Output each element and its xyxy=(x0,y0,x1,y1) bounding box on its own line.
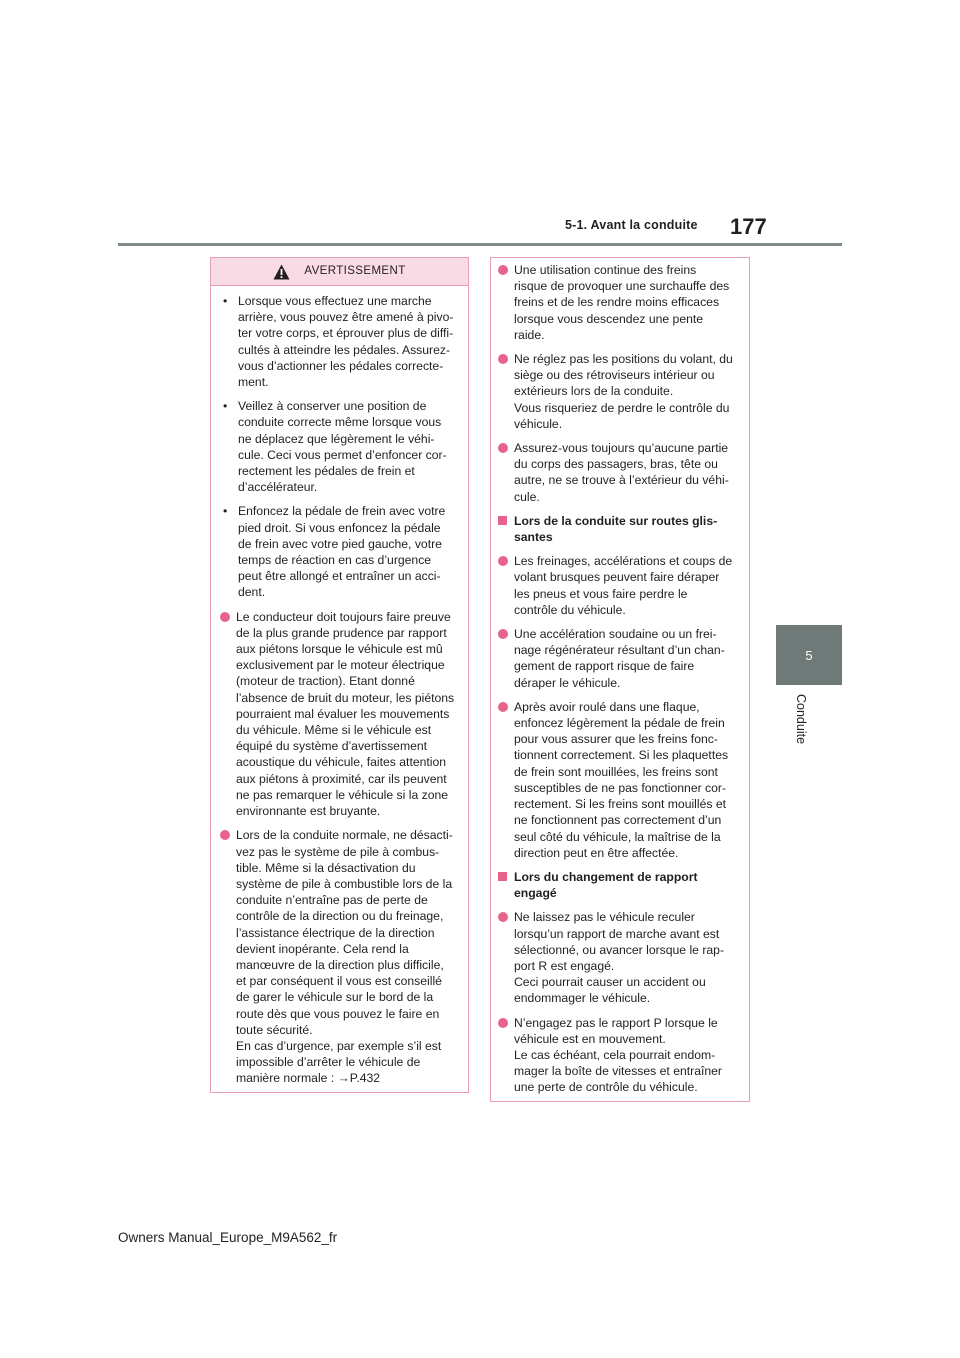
circle-bullet-icon xyxy=(498,265,508,275)
chapter-label: Conduite xyxy=(794,694,808,745)
list-item xyxy=(498,699,738,861)
square-bullet-icon xyxy=(498,872,507,881)
circle-bullet-icon xyxy=(498,556,508,566)
item-text: N’engagez pas le rapport P lorsque le véhicule est en mouvement. Le cas échéant, cela pourrait endom- mager la boîte de vitesses et entraîner une perte de contrôle du véhicule. xyxy=(514,1015,722,1095)
item-text: Les freinages, accélérations et coups de volant brusques peuvent faire déraper les pneus et vous faire perdre le contrôle du véhicule. xyxy=(514,554,733,617)
warning-header xyxy=(211,258,468,286)
item-text: Le conducteur doit toujours faire preuve de la plus grande prudence par rapport aux piétons lorsque le véhicule est mû exclusivement par le moteur électrique (moteur de traction). Etant donné l’absence de bruit du moteur, les piétons pourraient mal évaluer les mouvements du véhicule. Même si le véhicule est équipé du système d’avertissement acoustique du véhicule, faites attention aux piétons à proximité, car ils peuvent ne pas remarquer le véhicule si la zone environnante est bruyante. xyxy=(236,609,455,819)
warning-title: AVERTISSEMENT xyxy=(304,265,406,278)
item-text: Une utilisation continue des freins risque de provoquer une surchauffe des freins et de les rendre moins efficaces lorsque vous descendez une pente raide. xyxy=(514,263,730,342)
list-item xyxy=(220,827,457,1086)
list-item xyxy=(498,262,738,343)
bullet-dot-icon: • xyxy=(223,294,228,308)
circle-bullet-icon xyxy=(498,1018,508,1028)
header-divider xyxy=(118,243,842,246)
warning-content xyxy=(211,286,468,1087)
circle-bullet-icon xyxy=(220,612,230,622)
list-item xyxy=(498,626,738,691)
page-number: 177 xyxy=(730,214,767,239)
item-text: Ne laissez pas le véhicule reculer lorsqu’un rapport de marche avant est sélectionné, ou avancer lorsque le rap- port R est engagé. Ceci pourrait causer un accident ou endommager le véhicule. xyxy=(514,910,725,1006)
warning-triangle-icon xyxy=(273,264,290,280)
circle-bullet-icon xyxy=(498,443,508,453)
item-text: Lors de la conduite normale, ne désacti- vez pas le système de pile à combus- tible. Même si la désactivation du système de pile à combustible lors de la conduite n’entraîne pas de perte de contrôle de la direction ou du freinage, l’assistance électrique de la direction devient inopérante. Cela rend la manœuvre de la direction plus difficile, et par conséquent il vous est conseillé de garer le véhicule sur le bord de la route dès que vous pouvez le faire en toute sécurité. En cas d’urgence, par exemple s’il est impossible d’arrêter le véhicule de manière normale : →P.432 xyxy=(236,828,453,1086)
subheading xyxy=(498,513,738,545)
square-bullet-icon xyxy=(498,516,507,525)
circle-bullet-icon xyxy=(498,629,508,639)
list-item xyxy=(498,909,738,1006)
circle-bullet-icon xyxy=(498,354,508,364)
warning-box xyxy=(210,257,469,1093)
bullet-text: Lorsque vous effectuez une marche arrière, vous pouvez être amené à pivo- ter votre corps, et éprouver plus de diffi- cultés à atteindre les pédales. Assurez- vous d’actionner les pédales correcte- ment. xyxy=(238,294,454,390)
item-text: Ne réglez pas les positions du volant, du siège ou des rétroviseurs intérieur ou extérieurs lors de la conduite. Vous risqueriez de perdre le contrôle du véhicule. xyxy=(514,352,733,431)
subheading-slippery-roads: Lors de la conduite sur routes glis- santes xyxy=(514,513,718,545)
footer-document-id: Owners Manual_Europe_M9A562_fr xyxy=(118,1230,338,1245)
item-text: Après avoir roulé dans une flaque, enfoncez légèrement la pédale de frein pour vous assurer que les freins fonc- tionnent correctement. Si les plaquettes de frein sont mouillées, les freins sont susceptibles de ne pas fonctionner cor- rectement. Si les freins sont mouillés et ne fonctionnent pas correctement d’un seul côté du véhicule, la maîtrise de la direction peut en être affectée. xyxy=(514,699,729,860)
warning-content-continued xyxy=(491,258,749,1096)
list-item xyxy=(498,553,738,618)
circle-bullet-icon xyxy=(498,912,508,922)
list-item xyxy=(220,293,457,390)
bullet-text: Enfoncez la pédale de frein avec votre pied droit. Si vous enfoncez la pédale de frein avec votre pied gauche, votre temps de réaction en cas d’urgence peut être allongé et entraîner un acci- dent. xyxy=(238,504,446,600)
subheading-gear-change: Lors du changement de rapport engagé xyxy=(514,869,698,901)
item-text: Une accélération soudaine ou un frei- nage régénérateur résultant d’un chan- gement de rapport risque de faire déraper le véhicule. xyxy=(514,627,725,690)
chapter-tab xyxy=(776,625,842,685)
list-item xyxy=(220,609,457,820)
list-item xyxy=(498,1015,738,1096)
bullet-dot-icon: • xyxy=(223,504,228,519)
chapter-number: 5 xyxy=(805,647,813,663)
circle-bullet-icon xyxy=(498,702,508,712)
list-item xyxy=(498,440,738,505)
list-item xyxy=(220,398,457,495)
list-item xyxy=(498,351,738,432)
bullet-text: Veillez à conserver une position de conduite correcte même lorsque vous ne déplacez que légèrement le véhi- cule. Ceci vous permet d’enfoncer cor- rectement les pédales de frein et d’accélérateur. xyxy=(238,399,447,495)
list-item xyxy=(220,503,457,600)
bullet-dot-icon: • xyxy=(223,399,228,414)
section-title: 5-1. Avant la conduite xyxy=(565,218,698,232)
item-text: Assurez-vous toujours qu’aucune partie du corps des passagers, bras, tête ou autre, ne se trouve à l’extérieur du véhi- cule. xyxy=(514,441,729,504)
warning-box-continued xyxy=(490,257,750,1102)
subheading xyxy=(498,869,738,901)
circle-bullet-icon xyxy=(220,830,230,840)
